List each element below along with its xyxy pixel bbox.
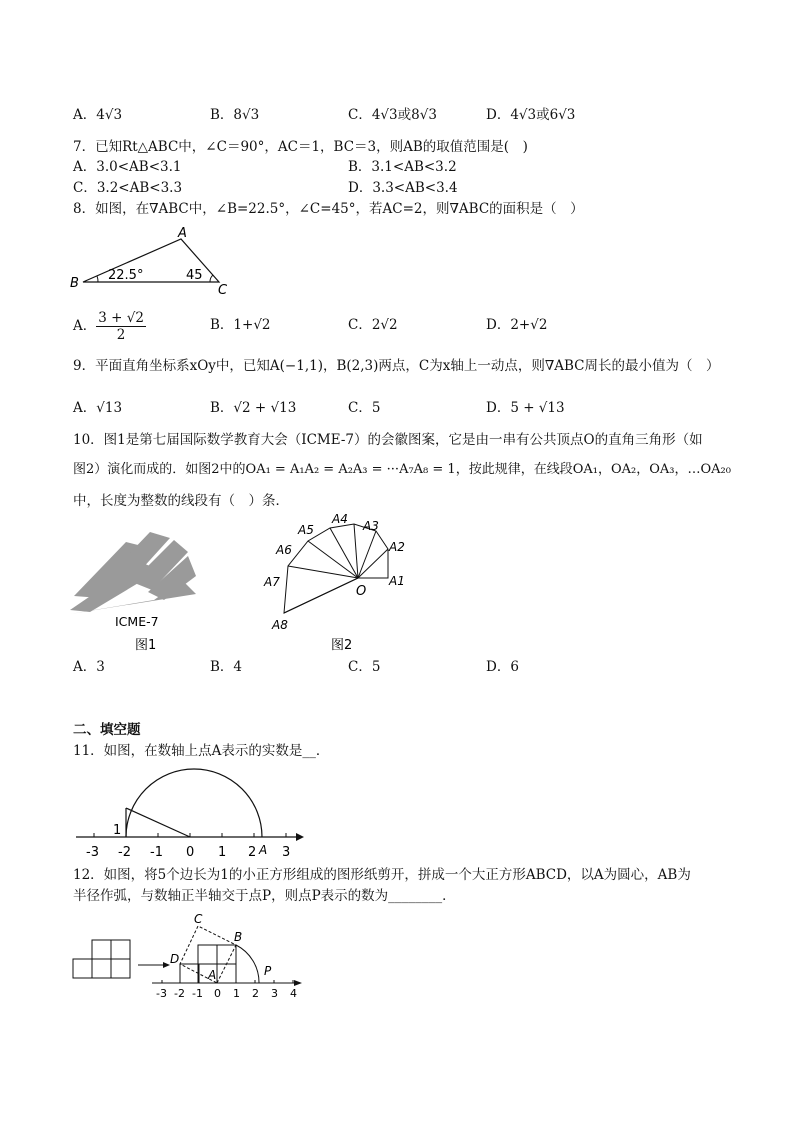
q8-option-a-numerator: 3 + √2 (98, 310, 144, 326)
q6-option-a (73, 106, 122, 124)
q6-option-d-label: D． (486, 107, 511, 123)
q10-figure2 (262, 512, 412, 655)
q8-option-a-denominator: 2 (116, 327, 126, 343)
q12-stem-line1: 12．如图，将5个边长为1的小正方形组成的图形纸剪开，拼成一个大正方形ABCD，以A为圆心，AB为 (73, 867, 691, 883)
q12-square-top-right (111, 940, 130, 959)
q8-angle-b-arc (97, 276, 98, 282)
label-a6: A6 (276, 543, 292, 557)
q9-stem: 9．平面直角坐标系xOy中，已知A(−1,1)，B(2,3)两点，C为x轴上一动点，则∇ABC周长的最小值为（ ） (73, 358, 720, 374)
q8-option-a-label: A． (73, 318, 97, 334)
q11-arc (126, 769, 262, 837)
q12-tick-label-0: 0 (214, 987, 221, 1000)
label-a3: A3 (363, 519, 379, 533)
q12-placed-square-5 (217, 964, 236, 983)
q8-label-a: A (178, 226, 187, 241)
spiral-ray-oa5 (330, 528, 358, 578)
label-o: O (356, 584, 367, 599)
q8-angle-c-label: 45 (186, 268, 203, 283)
q12-placed-square-3 (180, 964, 199, 983)
q7-option-d: D．3.3<AB<3.4 (348, 180, 458, 196)
label-a5: A5 (298, 523, 314, 537)
q6-option-c (348, 106, 437, 124)
q7-option-b: B．3.1<AB<3.2 (348, 159, 457, 175)
q12-square-bottom-3 (111, 959, 130, 978)
q12-label-a: A (208, 968, 217, 982)
spiral-ray-oa2 (358, 549, 388, 578)
q11-tick-label--3: -3 (86, 845, 99, 860)
q10-option-b: B．4 (210, 659, 243, 675)
q12-tick-label-2: 2 (252, 987, 259, 1000)
q12-tick-label-3: 3 (271, 987, 278, 1000)
figure2-caption: 图2 (331, 638, 353, 653)
spiral-ray-oa3 (358, 531, 376, 578)
q12-tick-label--3: -3 (156, 987, 167, 1000)
spiral-ray-oa4 (354, 524, 358, 578)
q10-option-c: C．5 (348, 659, 381, 675)
q9-option-b: B．√2 + √13 (210, 400, 297, 416)
q12-label-d: D (170, 952, 180, 966)
q10-figure1 (70, 530, 210, 655)
q11-tick-label-0: 0 (186, 845, 195, 860)
q12-label-b: B (234, 930, 243, 944)
q12-placed-square-1 (198, 945, 217, 964)
q12-placed-square-2 (217, 945, 236, 964)
q12-arc (236, 945, 259, 983)
q8-triangle-figure (70, 225, 240, 297)
q10-stem-line2: 图2）演化而成的．如图2中的OA₁ = A₁A₂ = A₂A₃ = ···A₇A₈ = 1，按此规律，在线段OA₁，OA₂，OA₃，…OA₂₀ (73, 462, 731, 477)
q11-number-line-figure (72, 760, 312, 860)
q11-tick-label--2: -2 (118, 845, 131, 860)
q7-option-a: A．3.0<AB<3.1 (73, 159, 182, 175)
q11-height-label: 1 (113, 823, 122, 838)
spiral-ray-oa6 (308, 541, 358, 578)
q6-option-d-value: 4√3或6√3 (510, 107, 576, 123)
q12-tick-label-4: 4 (290, 987, 297, 1000)
figure1-caption: 图1 (135, 638, 157, 653)
q6-option-d (486, 106, 575, 124)
q10-stem-line1: 10．图1是第七届国际数学教育大会（ICME-7）的会徽图案，它是由一串有公共顶点O的直角三角形（如 (73, 432, 703, 448)
icme-label: ICME-7 (115, 614, 159, 629)
label-a2: A2 (389, 540, 405, 554)
q12-tick-label--1: -1 (192, 987, 203, 1000)
q12-stem-line2: 半径作弧，与数轴正半轴交于点P，则点P表示的数为________． (73, 888, 456, 904)
q6-option-b-value: 8√3 (233, 107, 260, 123)
q7-option-c: C．3.2<AB<3.3 (73, 180, 183, 196)
q12-square-bottom-2 (92, 959, 111, 978)
q12-tick-label-1: 1 (233, 987, 240, 1000)
q9-option-a: A．√13 (73, 400, 123, 416)
q11-tick-label-1: 1 (218, 845, 227, 860)
q11-axis-arrow (296, 833, 304, 841)
q8-label-b: B (70, 276, 79, 291)
q12-label-c: C (194, 912, 203, 926)
q10-option-d: D．6 (486, 659, 519, 675)
q12-axis-arrow (294, 980, 302, 986)
q8-option-d: D．2+√2 (486, 317, 548, 333)
q6-option-a-value: 4√3 (96, 107, 123, 123)
q12-label-p: P (264, 964, 272, 978)
q6-option-c-value: 4√3或8√3 (371, 107, 437, 123)
q8-angle-c-arc (210, 275, 213, 282)
q9-option-c: C．5 (348, 400, 381, 416)
q6-option-c-label: C． (348, 107, 372, 123)
spiral-outline (284, 524, 388, 613)
q11-hypotenuse (126, 808, 190, 837)
q9-option-d: D．5 + √13 (486, 400, 565, 416)
q6-option-a-label: A． (73, 107, 97, 123)
q12-square-bottom-1 (73, 959, 92, 978)
spiral-ray-oa7 (288, 566, 358, 578)
label-a1: A1 (389, 574, 405, 588)
q11-tick-label--1: -1 (150, 845, 163, 860)
q8-stem: 8．如图，在∇ABC中，∠B=22.5°，∠C=45°，若AC=2，则∇ABC的面积是（ ） (73, 201, 584, 217)
label-a8: A8 (272, 618, 288, 632)
q11-tick-label-2: 2 (248, 845, 257, 860)
q7-stem: 7．已知Rt△ABC中，∠C＝90°，AC＝1，BC＝3，则AB的取值范围是( ) (73, 139, 528, 155)
label-a7: A7 (264, 575, 280, 589)
q8-label-c: C (218, 283, 228, 298)
q12-tick-label--2: -2 (174, 987, 185, 1000)
q12-square-top-left (92, 940, 111, 959)
section2-title: 二、填空题 (73, 722, 141, 738)
q11-stem: 11．如图，在数轴上点A表示的实数是__． (73, 743, 330, 759)
q11-tick-label-3: 3 (282, 845, 291, 860)
q8-option-a-fraction (96, 310, 146, 343)
q8-option-a (73, 310, 146, 343)
q6-option-b (210, 106, 259, 124)
q12-arrow-head (163, 962, 170, 968)
q10-option-a: A．3 (73, 659, 105, 675)
q8-option-b: B．1+√2 (210, 317, 271, 333)
spiral-lines (284, 524, 388, 613)
q10-stem-line3: 中，长度为整数的线段有（ ）条． (73, 493, 289, 509)
q11-point-a-label: A (259, 843, 268, 857)
spiral-ray-oa8 (284, 578, 358, 613)
q12-five-squares (73, 940, 130, 978)
q8-option-c: C．2√2 (348, 317, 398, 333)
q8-angle-b-label: 22.5° (108, 268, 144, 283)
q12-figure (72, 908, 312, 1003)
q6-option-b-label: B． (210, 107, 234, 123)
label-a4: A4 (332, 512, 348, 526)
